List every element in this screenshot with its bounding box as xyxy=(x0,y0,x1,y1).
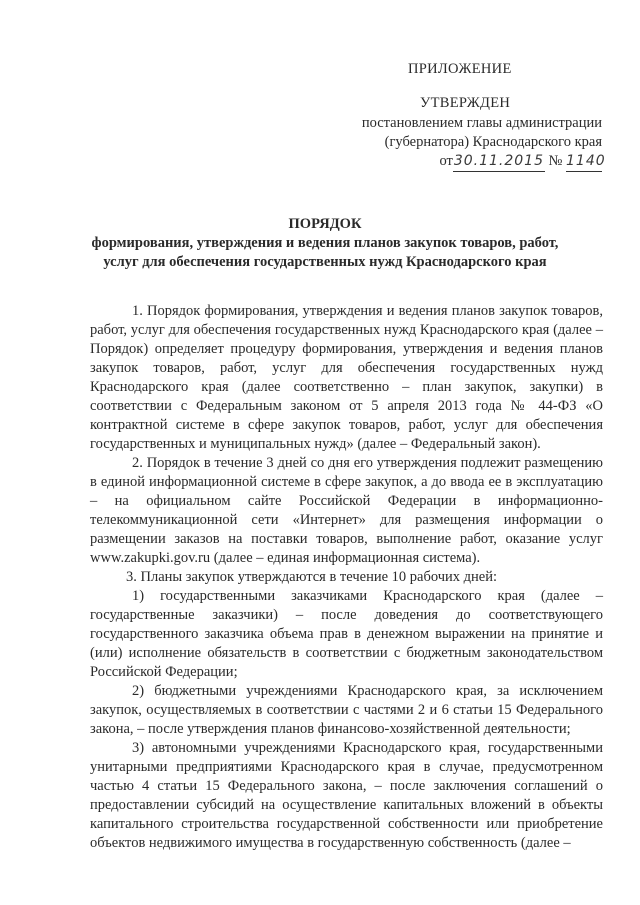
paragraph-3-item-3: 3) автономными учреждениями Краснодарского края, государственными унитарными предприятиями Краснодарского края в случае, предусмотренном частью 4 статьи 15 Федерального закона, – после заключения соглашений о предоставлении субсидий на осуществление капитальных вложений в объекты капитального строительства государственной собственности или приобретение объектов недвижимого имущества в государственную собственность (далее – xyxy=(90,740,603,851)
date-prefix: от xyxy=(439,153,453,169)
handwritten-number: 1140 xyxy=(566,152,602,172)
approved-label: УТВЕРЖДЕН xyxy=(420,95,511,111)
document-body xyxy=(90,302,603,853)
document-title: ПОРЯДОК xyxy=(288,216,362,232)
approval-line-2: (губернатора) Краснодарского края xyxy=(384,134,602,150)
paragraph-3-item-2: 2) бюджетными учреждениями Краснодарского края, за исключением закупок, осуществляемых в соответствии с частями 2 и 6 статьи 15 Федерального закона, – после утверждения планов финансово-хозяйственной деятельности; xyxy=(90,683,603,737)
approval-line-1: постановлением главы администрации xyxy=(361,115,602,131)
paragraph-2: 2. Порядок в течение 3 дней со дня его утверждения подлежит размещению в единой информационной системе в сфере закупок, а до ввода ее в эксплуатацию – на официальном сайте Российской Федерации в информационно-телекоммуникационной сети «Интернет» для размещения информации о размещении заказов на поставки товаров, выполнение работ, оказание услуг www.zakupki.gov.ru (далее – единая информационная система). xyxy=(90,455,603,566)
annex-label: ПРИЛОЖЕНИЕ xyxy=(408,61,512,77)
document-subtitle-line-1: формирования, утверждения и ведения планов закупок товаров, работ, xyxy=(91,235,559,251)
number-prefix: № xyxy=(548,153,563,169)
paragraph-3: 3. Планы закупок утверждаются в течение 10 рабочих дней: xyxy=(126,569,497,585)
approval-date-line xyxy=(439,152,606,172)
paragraph-3-item-1: 1) государственными заказчиками Краснодарского края (далее – государственные заказчики) – после доведения до соответствующего государственного заказчика объема прав в денежном выражении на принятие и (или) исполнение обязательств в соответствии с бюджетным законодательством Российской Федерации; xyxy=(90,588,603,680)
handwritten-date: 30.11.2015 xyxy=(453,152,545,172)
paragraph-1: 1. Порядок формирования, утверждения и ведения планов закупок товаров, работ, услуг для обеспечения государственных нужд Краснодарского края (далее – Порядок) определяет процедуру формирования, утверждения и ведения планов закупок товаров, работ, услуг для обеспечения государственных нужд Краснодарского края (далее соответственно – план закупок, закупки) в соответствии с Федеральным законом от 5 апреля 2013 года № 44-ФЗ «О контрактной системе в сфере закупок товаров, работ, услуг для обеспечения государственных и муниципальных нужд» (далее – Федеральный закон). xyxy=(90,303,603,452)
document-subtitle-line-2: услуг для обеспечения государственных нужд Краснодарского края xyxy=(103,254,547,270)
